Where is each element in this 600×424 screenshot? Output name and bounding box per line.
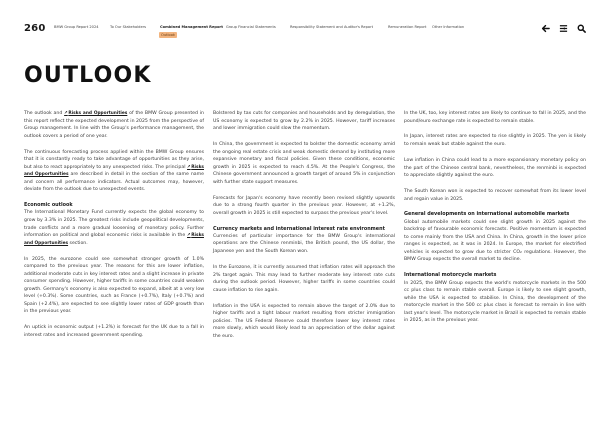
motorcycle-markets-heading: International motorcycle markets bbox=[404, 272, 497, 279]
eurozone-paragraph: In 2025, the eurozone could see somewhat stronger growth of 1.0% compared to the previous year. The reasons for this are lower inflation, additional moderate cuts in key interest rates and a slight increase in private consumer spending. However, higher tariffs in some countries could weaken growth. Germany's economy is also expected to expand, albeit at a very low level (+0.3%). Some countries, such as France (+0.7%), Italy (+0.7%) and Spain (+2.4%), are expected to see slightly lower rates of GDP growth than in the previous year. bbox=[24, 256, 204, 315]
japan-economy-paragraph: Forecasts for Japan's economy have recently been revised slightly upwards due to a strong fourth quarter in the previous year. However, at +1.2%, overall growth in 2025 is still expected to surpass the previous year's level. bbox=[213, 195, 395, 216]
currencies-paragraph: Currencies of particular importance for the BMW Group's international operations are the Chinese renminbi, the British pound, the US dollar, the Japanese yen and the South Korean won. bbox=[213, 233, 395, 255]
uk-paragraph: An uptick in economic output (+1.2%) is forecast for the UK due to a fall in interest rates and increased government spending. bbox=[24, 325, 204, 338]
imf-paragraph bbox=[24, 209, 204, 247]
risks-opportunities-link[interactable]: ↗ Risks and Opportunities bbox=[24, 165, 204, 178]
text: are described in detail in the section of the same name and concern all performance indicators. Actual outcomes may, however, deviate from the outlook due to unexpected events. bbox=[24, 172, 204, 193]
text: section. bbox=[68, 240, 88, 246]
forecasting-paragraph bbox=[24, 149, 204, 194]
us-inflation-paragraph: Inflation in the USA is expected to remain above the target of 2.0% due to higher tariffs and a tight labour market resulting from stricter immigration policies. The US Federal Reserve could therefore lower key interest rates more slowly, which would likely lead to an appreciation of the dollar against the euro. bbox=[213, 303, 395, 339]
column-3 bbox=[404, 110, 586, 349]
nav-group-financial-statements[interactable]: Group Financial Statements bbox=[226, 25, 276, 29]
top-navigation-bar bbox=[0, 0, 600, 46]
motorcycle-markets-paragraph: In 2025, the BMW Group expects the world's motorcycle markets in the 500 cc plus class to remain stable overall. Europe is likely to see slight growth, while the USA is expected to stabilise. In China, the development of the motorcycle market in the 500 cc plus class is forecast to remain in line with last year's level. The motorcycle market in Brazil is expected to remain stable in 2025, as in the previous year. bbox=[404, 280, 586, 324]
page-title: OUTLOOK bbox=[24, 63, 152, 88]
us-economy-paragraph: Bolstered by tax cuts for companies and households and by deregulation, the US economy is expected to grow by 2.2% in 2025. However, tariff increases and lower immigration could slow the momentum. bbox=[213, 111, 395, 132]
eurozone-inflation-paragraph: In the Eurozone, it is currently assumed that inflation rates will approach the 2% target again. This may lead to further moderate key interest rate cuts during the outlook period. However, higher tariffs in some countries could cause inflation to rise again. bbox=[213, 264, 395, 293]
text: The continuous forecasting process applied within the BMW Group ensures that it is constantly ready to take advantage of opportunities as they arise, but also to react appropriately to any unexpected risks. The principal bbox=[24, 149, 204, 170]
toolbar-icons bbox=[540, 23, 586, 33]
search-icon[interactable] bbox=[576, 23, 586, 33]
nav-responsibility-statement[interactable]: Responsibility Statement and Auditor's Report bbox=[290, 25, 373, 29]
automobile-markets-paragraph: Global automobile markets could see slight growth in 2025 against the backdrop of favourable economic forecasts. Positive momentum is expected to come mainly from the USA and China. In China, growth in the lower price ranges is expected, as it was in 2024. In Europe, the market for electrified vehicles is expected to grow due to stricter CO₂ regulations. However, the BMW Group expects the overall market to decline. bbox=[404, 219, 586, 263]
table-of-contents-icon[interactable] bbox=[558, 23, 568, 33]
risks-opportunities-link[interactable]: ↗ Risks and Opportunities bbox=[64, 111, 127, 116]
text: The outlook and bbox=[24, 111, 65, 116]
risks-opportunities-link[interactable]: ↗ Risks and Opportunities bbox=[24, 233, 204, 246]
intro-paragraph bbox=[24, 110, 204, 140]
column-1 bbox=[24, 110, 204, 349]
text: of the BMW Group presented in this report reflect the expected development in 2025 from the perspective of Group management. In line with the Group's performance management, the outlook covers a period of one year. bbox=[24, 111, 204, 139]
nav-other-information[interactable]: Other Information bbox=[432, 25, 465, 29]
page-number: 260 bbox=[24, 23, 46, 34]
nav-remuneration-report[interactable]: Remuneration Report bbox=[388, 25, 427, 29]
nav-combined-management-report[interactable]: Combined Management Report bbox=[160, 25, 223, 29]
japan-rates-paragraph: In Japan, interest rates are expected to rise slightly in 2025. The yen is likely to remain weak but stable against the euro. bbox=[404, 134, 586, 148]
south-korea-paragraph: The South Korean won is expected to recover somewhat from its lower level and regain value in 2025. bbox=[404, 189, 586, 202]
economic-outlook-heading: Economic outlook bbox=[24, 202, 73, 209]
automobile-markets-heading: General developments on international automobile markets bbox=[404, 211, 570, 218]
currency-markets-heading: Currency markets and international interest rate environment bbox=[213, 225, 385, 232]
text: The International Monetary Fund currently expects the global economy to grow by 3.3% in 2025. The greatest risks include geopolitical developments, trade conflicts and a more gradual loosening of monetary policy. Further information on political and global economic risks is available in the bbox=[24, 210, 204, 239]
sub-section-outlook-badge[interactable]: Outlook bbox=[161, 33, 175, 37]
back-arrow-icon[interactable] bbox=[540, 23, 550, 33]
china-economy-paragraph: In China, the government is expected to bolster the domestic economy amid the ongoing real estate crisis and weak domestic demand by instituting more expansive monetary and fiscal policies. Given these conditions, economic growth in 2025 is expected to reach 4.5%. At the People's Congress, the Chinese government announced a growth target of around 5% in conjunction with further state support measures. bbox=[213, 142, 395, 185]
nav-bmw-group-report[interactable]: BMW Group Report 2024 bbox=[54, 25, 99, 29]
nav-to-our-stakeholders[interactable]: To Our Stakeholders bbox=[110, 25, 147, 29]
uk-rates-paragraph: In the UK, too, key interest rates are likely to continue to fall in 2025, and the pound/euro exchange rate is expected to remain stable. bbox=[404, 111, 586, 124]
column-2 bbox=[213, 110, 395, 349]
content-columns bbox=[24, 110, 584, 349]
china-inflation-paragraph: Low inflation in China could lead to a more expansionary monetary policy on the part of the Chinese central bank, nevertheless, the renminbi is expected to appreciate slightly against the euro. bbox=[404, 157, 586, 179]
